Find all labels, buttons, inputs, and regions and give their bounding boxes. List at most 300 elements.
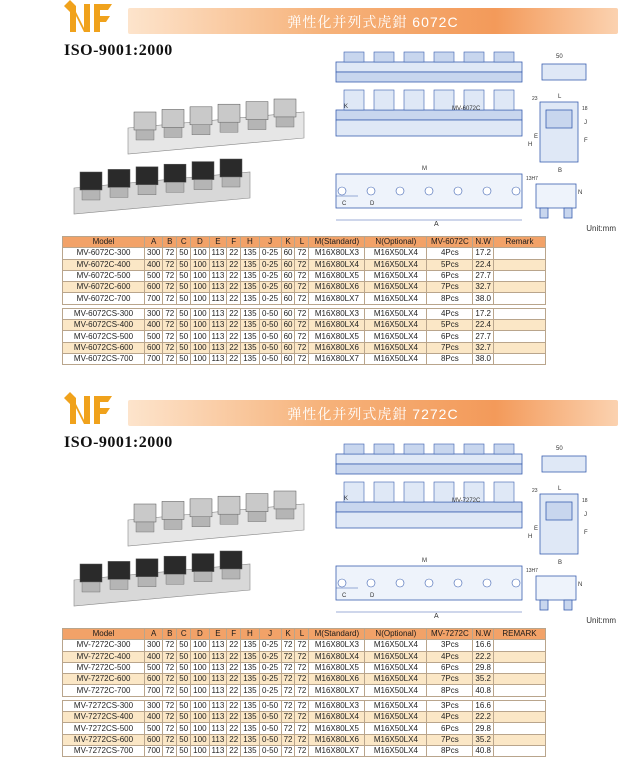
table-cell: 72 xyxy=(295,320,309,331)
table-cell: 113 xyxy=(209,331,227,342)
table-cell: 135 xyxy=(241,308,259,319)
table-cell: 72 xyxy=(163,342,177,353)
table-cell: 6Pcs xyxy=(427,270,473,281)
table-cell: 100 xyxy=(191,745,209,756)
table-cell: 72 xyxy=(295,685,309,696)
table-cell: 72 xyxy=(281,712,295,723)
dimension-label: E xyxy=(534,526,539,532)
column-header: H xyxy=(241,237,259,248)
table-row xyxy=(63,320,546,331)
table-cell: 135 xyxy=(241,259,259,270)
dimension-label: H xyxy=(528,534,533,540)
column-header: C xyxy=(177,237,191,248)
table-cell: 72 xyxy=(281,674,295,685)
table-cell: M16X50LX4 xyxy=(365,320,427,331)
table-cell: 100 xyxy=(191,342,209,353)
table-cell xyxy=(493,712,545,723)
table-cell: 72 xyxy=(295,674,309,685)
table-cell: 113 xyxy=(209,734,227,745)
table-cell: 135 xyxy=(241,734,259,745)
product-photo xyxy=(64,456,316,616)
table-cell: 300 xyxy=(145,700,163,711)
table-cell: 100 xyxy=(191,700,209,711)
table-cell: 100 xyxy=(191,640,209,651)
table-cell: 100 xyxy=(191,248,209,259)
table-cell: 0-50 xyxy=(259,712,281,723)
table-cell: M16X80LX5 xyxy=(309,270,365,281)
table-cell: 72 xyxy=(163,640,177,651)
table-row xyxy=(63,342,546,353)
table-cell: 113 xyxy=(209,712,227,723)
table-cell xyxy=(493,651,545,662)
table-cell: 113 xyxy=(209,745,227,756)
table-cell: 0-25 xyxy=(259,685,281,696)
table-cell: 4Pcs xyxy=(427,651,473,662)
vise-jaw xyxy=(80,564,102,582)
table-cell: 72 xyxy=(295,353,309,364)
product-photo xyxy=(64,64,316,224)
table-cell: 135 xyxy=(241,293,259,304)
table-cell: MV-6072CS-700 xyxy=(63,353,145,364)
table-cell: 72 xyxy=(163,651,177,662)
spec-table xyxy=(62,628,546,757)
table-cell: 40.8 xyxy=(473,745,494,756)
table-cell: MV-7272CS-600 xyxy=(63,734,145,745)
vise-body xyxy=(248,120,266,130)
brand-logo-icon xyxy=(62,392,120,426)
table-cell: 72 xyxy=(281,734,295,745)
table-cell: 50 xyxy=(177,674,191,685)
table-cell: 0-50 xyxy=(259,308,281,319)
mounting-hole xyxy=(512,187,520,195)
table-cell: 22 xyxy=(227,342,241,353)
drawing-block xyxy=(404,90,424,110)
drawing-block xyxy=(374,90,394,110)
table-cell: 100 xyxy=(191,320,209,331)
table-cell: 72 xyxy=(295,723,309,734)
table-cell: 72 xyxy=(281,700,295,711)
table-cell: 113 xyxy=(209,723,227,734)
dimension-label: M xyxy=(422,558,427,564)
table-cell: 50 xyxy=(177,651,191,662)
table-cell: 72 xyxy=(295,734,309,745)
mounting-hole xyxy=(483,187,491,195)
table-cell: 22 xyxy=(227,331,241,342)
table-cell: 50 xyxy=(177,734,191,745)
mounting-hole xyxy=(396,187,404,195)
table-cell: 100 xyxy=(191,331,209,342)
table-cell: 400 xyxy=(145,259,163,270)
table-cell: 0-25 xyxy=(259,293,281,304)
table-cell: MV-7272C-600 xyxy=(63,674,145,685)
table-cell: 22 xyxy=(227,700,241,711)
table-cell: 60 xyxy=(281,270,295,281)
table-cell: 60 xyxy=(281,259,295,270)
table-cell: 22 xyxy=(227,712,241,723)
table-cell: 113 xyxy=(209,259,227,270)
table-cell: 135 xyxy=(241,342,259,353)
table-cell: 60 xyxy=(281,282,295,293)
table-cell: 50 xyxy=(177,331,191,342)
table-row xyxy=(63,353,546,364)
table-cell: 72 xyxy=(163,248,177,259)
table-cell: 72 xyxy=(295,712,309,723)
table-header-row xyxy=(63,237,546,248)
table-cell: M16X80LX5 xyxy=(309,723,365,734)
vise-body xyxy=(166,574,184,584)
column-header: D xyxy=(191,237,209,248)
table-cell xyxy=(493,674,545,685)
table-cell: MV-7272C-400 xyxy=(63,651,145,662)
table-cell: 29.8 xyxy=(473,662,494,673)
table-cell: 50 xyxy=(177,685,191,696)
title-banner xyxy=(128,8,618,34)
table-cell: 22 xyxy=(227,685,241,696)
table-cell: 72 xyxy=(163,700,177,711)
table-cell: 29.8 xyxy=(473,723,494,734)
vise-jaw xyxy=(134,504,156,522)
table-row xyxy=(63,674,546,685)
table-cell: 100 xyxy=(191,282,209,293)
table-cell: 5Pcs xyxy=(427,259,473,270)
drawing-jaw xyxy=(344,444,364,454)
table-cell: 100 xyxy=(191,270,209,281)
table-cell: 135 xyxy=(241,248,259,259)
table-cell: 113 xyxy=(209,320,227,331)
table-cell: 22.4 xyxy=(473,259,494,270)
drawing-block xyxy=(404,482,424,502)
table-cell: 700 xyxy=(145,685,163,696)
drawing-jaw xyxy=(374,444,394,454)
table-cell: 22 xyxy=(227,734,241,745)
table-cell: 113 xyxy=(209,282,227,293)
drawing-jaw xyxy=(404,444,424,454)
vise-jaw xyxy=(190,107,212,125)
table-cell: 0-50 xyxy=(259,353,281,364)
table-cell: 300 xyxy=(145,308,163,319)
table-cell: M16X50LX4 xyxy=(365,723,427,734)
column-header: Model xyxy=(63,629,145,640)
mounting-hole xyxy=(512,579,520,587)
dimension-label: 50 xyxy=(556,54,563,60)
table-cell: 60 xyxy=(281,248,295,259)
table-cell: M16X50LX4 xyxy=(365,674,427,685)
vise-jaw xyxy=(246,494,268,512)
vise-body xyxy=(248,512,266,522)
table-cell: M16X50LX4 xyxy=(365,734,427,745)
table-cell: 27.7 xyxy=(473,270,494,281)
table-row xyxy=(63,282,546,293)
table-cell: 22 xyxy=(227,282,241,293)
table-cell: 135 xyxy=(241,651,259,662)
table-cell: MV-7272C-500 xyxy=(63,662,145,673)
table-cell: M16X80LX5 xyxy=(309,662,365,673)
table-cell: 0-25 xyxy=(259,270,281,281)
table-cell: 4Pcs xyxy=(427,712,473,723)
column-header: J xyxy=(259,237,281,248)
table-cell: M16X80LX4 xyxy=(309,651,365,662)
dimension-label: N xyxy=(578,190,583,196)
table-cell: 113 xyxy=(209,353,227,364)
dimension-label: L xyxy=(558,486,562,492)
column-header: B xyxy=(163,629,177,640)
table-cell: 500 xyxy=(145,331,163,342)
table-cell: 50 xyxy=(177,282,191,293)
drawing-jaw xyxy=(494,52,514,62)
vise-body xyxy=(136,130,154,140)
iso-certification: ISO-9001:2000 xyxy=(64,42,173,59)
table-cell: 50 xyxy=(177,700,191,711)
table-cell: 50 xyxy=(177,745,191,756)
table-cell: 22 xyxy=(227,293,241,304)
table-cell: 600 xyxy=(145,674,163,685)
drawing-block xyxy=(434,90,454,110)
mounting-hole xyxy=(367,187,375,195)
table-cell: 400 xyxy=(145,651,163,662)
drawing-jaw xyxy=(374,52,394,62)
table-cell: M16X50LX4 xyxy=(365,270,427,281)
table-cell: M16X50LX4 xyxy=(365,293,427,304)
dimension-label: M xyxy=(422,166,427,172)
table-cell: 100 xyxy=(191,353,209,364)
table-cell: 72 xyxy=(295,293,309,304)
table-cell: 135 xyxy=(241,685,259,696)
column-header: Remark xyxy=(493,237,545,248)
dimension-label: 13H7 xyxy=(526,568,538,574)
table-cell: 113 xyxy=(209,342,227,353)
table-cell: 100 xyxy=(191,712,209,723)
table-cell: 300 xyxy=(145,640,163,651)
table-cell: 72 xyxy=(163,745,177,756)
table-cell: 7Pcs xyxy=(427,282,473,293)
table-cell: M16X50LX4 xyxy=(365,685,427,696)
vise-jaw xyxy=(190,499,212,517)
table-cell xyxy=(493,293,545,304)
column-header: H xyxy=(241,629,259,640)
table-cell: 72 xyxy=(295,308,309,319)
mounting-hole xyxy=(483,579,491,587)
table-cell xyxy=(493,662,545,673)
table-cell: 600 xyxy=(145,734,163,745)
table-cell: 72 xyxy=(295,640,309,651)
table-cell: M16X50LX4 xyxy=(365,662,427,673)
table-cell: 7Pcs xyxy=(427,342,473,353)
table-cell: 4Pcs xyxy=(427,308,473,319)
dimension-label: C xyxy=(342,201,347,207)
table-cell: 0-50 xyxy=(259,723,281,734)
drawing-jaw xyxy=(464,52,484,62)
table-cell xyxy=(493,353,545,364)
table-cell: 22 xyxy=(227,248,241,259)
table-cell: 100 xyxy=(191,685,209,696)
table-cell: MV-6072C-500 xyxy=(63,270,145,281)
vise-jaw xyxy=(108,169,130,187)
table-cell: 6Pcs xyxy=(427,723,473,734)
table-cell: M16X50LX4 xyxy=(365,282,427,293)
table-cell: M16X80LX3 xyxy=(309,700,365,711)
mounting-hole xyxy=(454,579,462,587)
table-cell: 35.2 xyxy=(473,674,494,685)
dimension-label: 13H7 xyxy=(526,176,538,182)
vise-body xyxy=(222,569,240,579)
vise-body xyxy=(194,180,212,190)
table-cell: MV-6072CS-500 xyxy=(63,331,145,342)
table-cell: 100 xyxy=(191,734,209,745)
column-header: M(Standard) xyxy=(309,629,365,640)
table-cell: 50 xyxy=(177,259,191,270)
table-cell: 135 xyxy=(241,331,259,342)
vise-jaw xyxy=(164,164,186,182)
vise-body xyxy=(166,182,184,192)
vise-body xyxy=(82,582,100,592)
table-cell: MV-6072C-700 xyxy=(63,293,145,304)
table-cell: M16X50LX4 xyxy=(365,248,427,259)
vise-body xyxy=(82,190,100,200)
table-cell: 113 xyxy=(209,640,227,651)
table-cell: 22 xyxy=(227,270,241,281)
vise-jaw xyxy=(192,162,214,180)
drawing-block xyxy=(494,90,514,110)
table-cell: MV-7272C-300 xyxy=(63,640,145,651)
table-cell xyxy=(493,331,545,342)
table-cell: 135 xyxy=(241,662,259,673)
column-header: L xyxy=(295,629,309,640)
table-cell: M16X80LX4 xyxy=(309,320,365,331)
dimension-label: K xyxy=(344,496,349,502)
dimension-label: B xyxy=(558,168,563,174)
table-cell: MV-7272CS-300 xyxy=(63,700,145,711)
column-header: N(Optional) xyxy=(365,629,427,640)
vise-jaw xyxy=(246,102,268,120)
table-cell: 400 xyxy=(145,712,163,723)
column-header: N.W xyxy=(473,237,494,248)
column-header: N.W xyxy=(473,629,494,640)
table-row xyxy=(63,640,546,651)
table-cell: 35.2 xyxy=(473,734,494,745)
table-cell xyxy=(493,700,545,711)
table-cell: M16X80LX6 xyxy=(309,282,365,293)
table-cell: MV-6072CS-600 xyxy=(63,342,145,353)
table-row xyxy=(63,700,546,711)
table-cell: 113 xyxy=(209,700,227,711)
table-cell: 40.8 xyxy=(473,685,494,696)
table-cell: 113 xyxy=(209,248,227,259)
table-cell: 0-25 xyxy=(259,259,281,270)
dimension-label: 18 xyxy=(582,498,588,504)
table-cell: 50 xyxy=(177,353,191,364)
table-cell: 32.7 xyxy=(473,342,494,353)
column-header: M(Standard) xyxy=(309,237,365,248)
column-header: MV-6072C xyxy=(427,237,473,248)
column-header: REMARK xyxy=(493,629,545,640)
vise-body xyxy=(138,577,156,587)
table-cell xyxy=(493,734,545,745)
table-cell: M16X80LX6 xyxy=(309,674,365,685)
table-cell xyxy=(493,723,545,734)
table-cell: 5Pcs xyxy=(427,320,473,331)
table-cell: 22 xyxy=(227,353,241,364)
table-cell: 72 xyxy=(295,248,309,259)
table-cell: 72 xyxy=(295,342,309,353)
dimension-label: C xyxy=(342,593,347,599)
dimension-label: N xyxy=(578,582,583,588)
table-cell: 22 xyxy=(227,723,241,734)
table-cell: 0-50 xyxy=(259,700,281,711)
vise-body xyxy=(164,519,182,529)
table-cell: 0-50 xyxy=(259,320,281,331)
column-header: E xyxy=(209,237,227,248)
table-cell xyxy=(493,248,545,259)
table-row xyxy=(63,248,546,259)
table-cell: 500 xyxy=(145,723,163,734)
table-cell: 135 xyxy=(241,640,259,651)
table-cell: 500 xyxy=(145,270,163,281)
table-cell: 113 xyxy=(209,662,227,673)
table-cell: 135 xyxy=(241,353,259,364)
vise-body xyxy=(164,127,182,137)
vise-body xyxy=(192,517,210,527)
table-cell: 60 xyxy=(281,331,295,342)
section-title: 弹性化并列式虎鉗 7272C xyxy=(287,406,459,422)
table-cell: 135 xyxy=(241,282,259,293)
column-header: E xyxy=(209,629,227,640)
table-cell: MV-6072CS-400 xyxy=(63,320,145,331)
table-cell: 72 xyxy=(163,734,177,745)
column-header: N(Optional) xyxy=(365,237,427,248)
table-cell: 72 xyxy=(163,723,177,734)
table-cell: M16X80LX3 xyxy=(309,308,365,319)
table-cell: 0-25 xyxy=(259,662,281,673)
table-cell xyxy=(493,270,545,281)
table-cell: 72 xyxy=(163,331,177,342)
table-cell: 113 xyxy=(209,308,227,319)
table-cell: 50 xyxy=(177,640,191,651)
table-cell: 38.0 xyxy=(473,293,494,304)
table-cell: 700 xyxy=(145,293,163,304)
table-cell: 135 xyxy=(241,674,259,685)
table-cell: 16.6 xyxy=(473,640,494,651)
table-cell: 60 xyxy=(281,342,295,353)
table-cell: 60 xyxy=(281,293,295,304)
mounting-hole xyxy=(396,579,404,587)
table-cell: 72 xyxy=(295,282,309,293)
table-cell: 0-50 xyxy=(259,342,281,353)
table-cell: M16X50LX4 xyxy=(365,712,427,723)
column-header: D xyxy=(191,629,209,640)
table-cell: 72 xyxy=(295,700,309,711)
table-cell: 0-25 xyxy=(259,674,281,685)
table-cell: 6Pcs xyxy=(427,331,473,342)
table-cell: 50 xyxy=(177,248,191,259)
mounting-hole xyxy=(425,579,433,587)
table-cell: 8Pcs xyxy=(427,353,473,364)
table-cell: M16X80LX7 xyxy=(309,293,365,304)
table-cell: 135 xyxy=(241,270,259,281)
table-cell: 72 xyxy=(163,259,177,270)
unit-label: Unit:mm xyxy=(586,224,616,233)
vise-jaw xyxy=(274,99,296,117)
vise-jaw xyxy=(274,491,296,509)
table-cell: 72 xyxy=(163,353,177,364)
title-banner xyxy=(128,400,618,426)
mounting-hole xyxy=(425,187,433,195)
vise-body xyxy=(110,187,128,197)
table-cell: 113 xyxy=(209,651,227,662)
table-row xyxy=(63,308,546,319)
table-cell: 22.2 xyxy=(473,651,494,662)
table-cell: 72 xyxy=(281,745,295,756)
table-cell: 113 xyxy=(209,293,227,304)
